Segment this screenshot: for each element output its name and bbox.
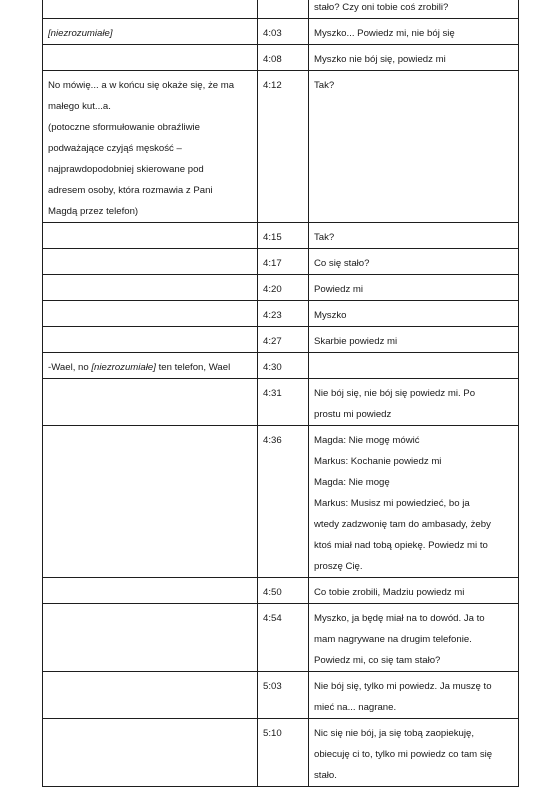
speaker-cell bbox=[43, 578, 258, 604]
dialogue-cell bbox=[309, 353, 519, 379]
speaker-text: małego kut...a. bbox=[48, 101, 111, 112]
timestamp: 4:50 bbox=[263, 587, 282, 598]
speaker-text: No mówię... a w końcu się okaże się, że ma bbox=[48, 80, 235, 91]
timestamp: 4:31 bbox=[263, 388, 282, 399]
speaker-cell bbox=[43, 719, 258, 787]
dialogue-cell bbox=[309, 275, 519, 301]
dialogue-line: Tak? bbox=[314, 80, 335, 91]
dialogue-line: Magda: Nie mogę bbox=[314, 477, 390, 488]
speaker-text: [niezrozumiałe] bbox=[48, 28, 113, 39]
translator-note: podważające czyjąś męskość – bbox=[48, 143, 182, 154]
table-row bbox=[43, 719, 519, 787]
table-row bbox=[43, 578, 519, 604]
speaker-cell bbox=[43, 604, 258, 672]
dialogue-line: stało? Czy oni tobie coś zrobili? bbox=[314, 2, 449, 13]
timestamp: 4:36 bbox=[263, 435, 282, 446]
dialogue-line: Nie bój się, nie bój się powiedz mi. Po bbox=[314, 388, 476, 399]
timestamp: 4:20 bbox=[263, 284, 282, 295]
dialogue-line: stało. bbox=[314, 770, 337, 781]
translator-note: Magdą przez telefon) bbox=[48, 206, 139, 217]
time-cell bbox=[258, 672, 309, 719]
table-row bbox=[43, 71, 519, 223]
dialogue-line: Co tobie zrobili, Madziu powiedz mi bbox=[314, 587, 465, 598]
speaker-cell bbox=[43, 426, 258, 578]
dialogue-line: ktoś miał nad tobą opiekę. Powiedz mi to bbox=[314, 540, 488, 551]
dialogue-line: Powiedz mi, co się tam stało? bbox=[314, 655, 441, 666]
speaker-cell bbox=[43, 379, 258, 426]
translator-note: najprawdopodobniej skierowane pod bbox=[48, 164, 204, 175]
time-cell bbox=[258, 353, 309, 379]
table-row bbox=[43, 223, 519, 249]
translator-note: adresem osoby, która rozmawia z Pani bbox=[48, 185, 213, 196]
dialogue-line: proszę Cię. bbox=[314, 561, 363, 572]
dialogue-line: Skarbie powiedz mi bbox=[314, 336, 398, 347]
time-cell bbox=[258, 223, 309, 249]
time-cell bbox=[258, 719, 309, 787]
timestamp: 4:23 bbox=[263, 310, 282, 321]
table-row bbox=[43, 301, 519, 327]
speaker-cell bbox=[43, 672, 258, 719]
time-cell bbox=[258, 19, 309, 45]
speaker-suffix: ten telefon, Wael bbox=[155, 362, 231, 373]
dialogue-cell bbox=[309, 578, 519, 604]
dialogue-line: Powiedz mi bbox=[314, 284, 364, 295]
dialogue-line: Tak? bbox=[314, 232, 335, 243]
speaker-prefix: -Wael, no bbox=[48, 362, 92, 373]
speaker-cell bbox=[43, 275, 258, 301]
time-cell bbox=[258, 327, 309, 353]
speaker-cell bbox=[43, 223, 258, 249]
speaker-cell bbox=[43, 249, 258, 275]
dialogue-line: Myszko... Powiedz mi, nie bój się bbox=[314, 28, 455, 39]
speaker-cell bbox=[43, 45, 258, 71]
dialogue-line: Markus: Kochanie powiedz mi bbox=[314, 456, 442, 467]
table-row bbox=[43, 275, 519, 301]
dialogue-line: Myszko, ja będę miał na to dowód. Ja to bbox=[314, 613, 485, 624]
timestamp: 4:30 bbox=[263, 362, 282, 373]
dialogue-cell bbox=[309, 249, 519, 275]
speaker-unintelligible: [niezrozumiałe] bbox=[91, 362, 156, 373]
timestamp: 4:54 bbox=[263, 613, 282, 624]
timestamp: 4:27 bbox=[263, 336, 282, 347]
dialogue-line: Magda: Nie mogę mówić bbox=[314, 435, 420, 446]
table-row bbox=[43, 353, 519, 379]
dialogue-cell bbox=[309, 327, 519, 353]
speaker-cell bbox=[43, 301, 258, 327]
translator-note: (potoczne sformułowanie obraźliwie bbox=[48, 122, 200, 133]
dialogue-cell bbox=[309, 604, 519, 672]
table-row bbox=[43, 19, 519, 45]
dialogue-cell bbox=[309, 379, 519, 426]
dialogue-cell bbox=[309, 426, 519, 578]
time-cell bbox=[258, 379, 309, 426]
dialogue-line: Myszko nie bój się, powiedz mi bbox=[314, 54, 446, 65]
time-cell bbox=[258, 578, 309, 604]
table-row bbox=[43, 426, 519, 578]
table-row bbox=[43, 0, 519, 19]
transcript-table bbox=[42, 0, 519, 787]
dialogue-cell bbox=[309, 0, 519, 19]
table-row bbox=[43, 672, 519, 719]
dialogue-line: obiecuję ci to, tylko mi powiedz co tam się bbox=[314, 749, 493, 760]
speaker-cell bbox=[43, 353, 258, 379]
speaker-cell bbox=[43, 19, 258, 45]
dialogue-line: Markus: Musisz mi powiedzieć, bo ja bbox=[314, 498, 470, 509]
dialogue-cell bbox=[309, 19, 519, 45]
time-cell bbox=[258, 426, 309, 578]
dialogue-line: Nie bój się, tylko mi powiedz. Ja muszę to bbox=[314, 681, 492, 692]
dialogue-cell bbox=[309, 301, 519, 327]
speaker-cell bbox=[43, 71, 258, 223]
table-row bbox=[43, 604, 519, 672]
dialogue-line: wtedy zadzwonię tam do ambasady, żeby bbox=[314, 519, 491, 530]
time-cell bbox=[258, 45, 309, 71]
timestamp: 5:10 bbox=[263, 728, 282, 739]
speaker-text bbox=[48, 357, 252, 378]
dialogue-line: mieć na... nagrane. bbox=[314, 702, 397, 713]
time-cell bbox=[258, 249, 309, 275]
timestamp: 4:17 bbox=[263, 258, 282, 269]
timestamp: 4:15 bbox=[263, 232, 282, 243]
time-cell bbox=[258, 0, 309, 19]
table-row bbox=[43, 327, 519, 353]
dialogue-line: prostu mi powiedz bbox=[314, 409, 392, 420]
dialogue-line: Co się stało? bbox=[314, 258, 370, 269]
dialogue-cell bbox=[309, 223, 519, 249]
dialogue-cell bbox=[309, 71, 519, 223]
timestamp: 4:12 bbox=[263, 80, 282, 91]
dialogue-cell bbox=[309, 45, 519, 71]
timestamp: 4:03 bbox=[263, 28, 282, 39]
table-row bbox=[43, 249, 519, 275]
speaker-cell bbox=[43, 0, 258, 19]
time-cell bbox=[258, 604, 309, 672]
time-cell bbox=[258, 301, 309, 327]
timestamp: 4:08 bbox=[263, 54, 282, 65]
dialogue-line: Nic się nie bój, ja się tobą zaopiekuję, bbox=[314, 728, 474, 739]
dialogue-line: mam nagrywane na drugim telefonie. bbox=[314, 634, 472, 645]
dialogue-line: Myszko bbox=[314, 310, 347, 321]
time-cell bbox=[258, 275, 309, 301]
speaker-cell bbox=[43, 327, 258, 353]
dialogue-cell bbox=[309, 672, 519, 719]
table-row bbox=[43, 45, 519, 71]
time-cell bbox=[258, 71, 309, 223]
timestamp: 5:03 bbox=[263, 681, 282, 692]
dialogue-cell bbox=[309, 719, 519, 787]
table-row bbox=[43, 379, 519, 426]
